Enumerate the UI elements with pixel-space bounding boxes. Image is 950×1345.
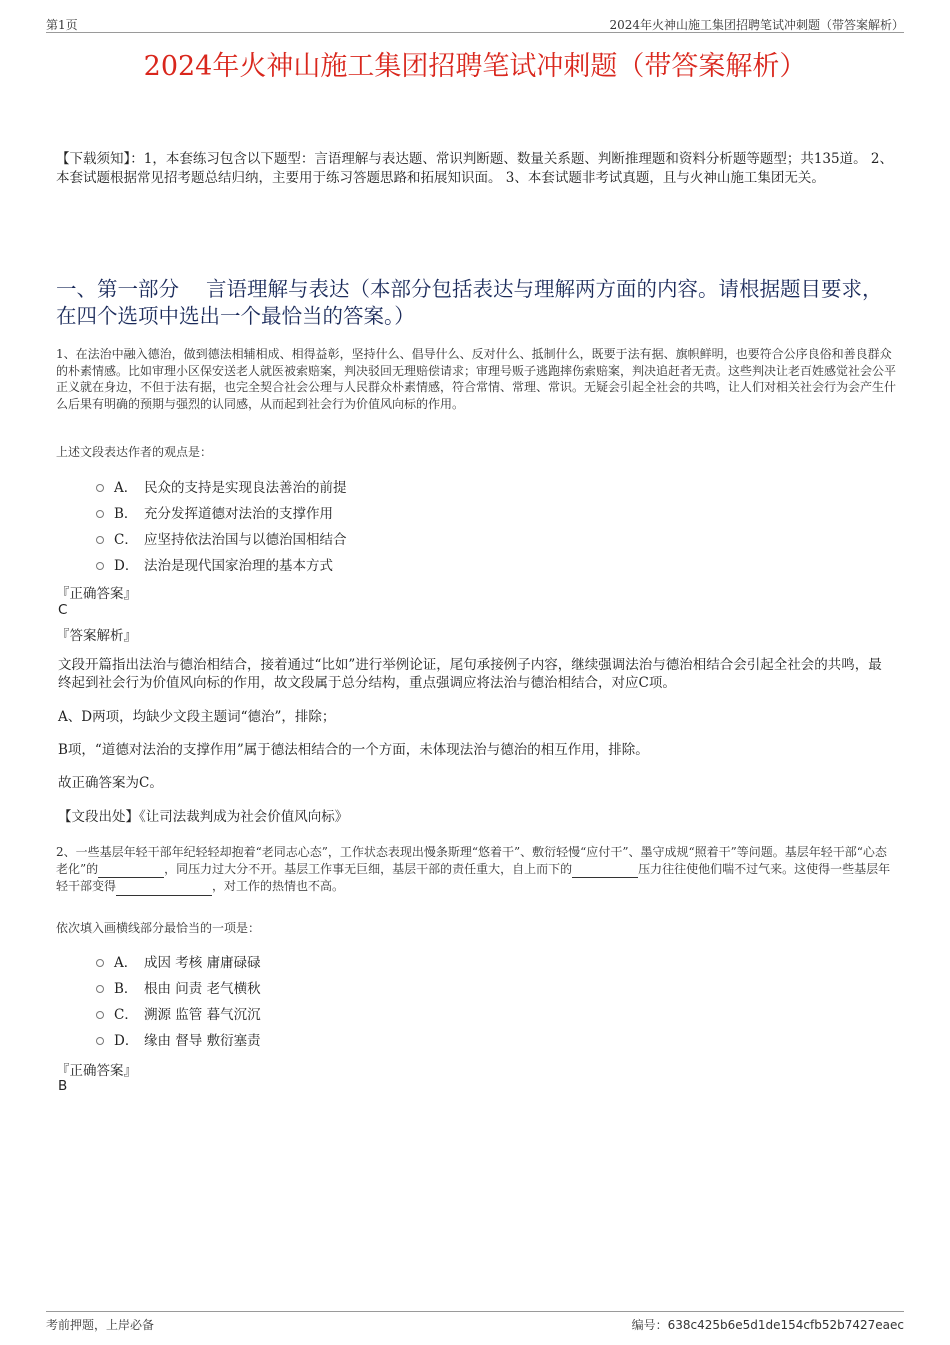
fill-blank-2 xyxy=(572,861,638,879)
option-letter: A． xyxy=(114,480,138,496)
question-1-explanation-4: 故正确答案为C。 xyxy=(58,775,163,791)
footer-slogan: 考前押题，上岸必备 xyxy=(46,1318,155,1332)
question-1-prompt: 上述文段表达作者的观点是： xyxy=(56,445,213,459)
footer-code-value: 638c425b6e5d1de154cfb52b7427eaec xyxy=(667,1318,904,1332)
question-2-text-part-4: ，对工作的热情也不高。 xyxy=(212,879,345,894)
question-2-answer: B xyxy=(58,1078,68,1094)
radio-icon[interactable] xyxy=(96,562,104,570)
radio-icon[interactable] xyxy=(96,1037,104,1045)
option-letter: D． xyxy=(114,558,139,574)
option-letter: B． xyxy=(114,981,138,997)
option-text: 民众的支持是实现良法善治的前提 xyxy=(144,480,347,496)
option-letter: B． xyxy=(114,506,138,522)
question-1-option-b[interactable] xyxy=(96,499,347,525)
question-1-source: 【文段出处】《让司法裁判成为社会价值风向标》 xyxy=(58,809,349,825)
page-number: 第1页 xyxy=(46,18,78,32)
option-letter: C． xyxy=(114,1007,138,1023)
radio-icon[interactable] xyxy=(96,484,104,492)
option-text: 法治是现代国家治理的基本方式 xyxy=(144,558,333,574)
question-1-analysis-label: 『答案解析』 xyxy=(56,628,137,644)
option-text: 充分发挥道德对法治的支撑作用 xyxy=(144,506,333,522)
question-1-option-d[interactable] xyxy=(96,551,347,577)
page-footer xyxy=(46,1311,904,1336)
question-1-options xyxy=(96,473,347,577)
option-text: 成因 考核 庸庸碌碌 xyxy=(144,955,261,971)
question-2-text-part-1: 2、一些基层年轻干部年纪轻轻却抱着“老同志心态”，工作状态表现出慢条斯理“悠着干”、敷衍轻慢“应付干”、墨守成规“照着干”等问题。基层年轻干部“心态老化”的 xyxy=(56,845,887,876)
page-title: 2024年火神山施工集团招聘笔试冲刺题（带答案解析） xyxy=(143,51,807,82)
radio-icon[interactable] xyxy=(96,1011,104,1019)
radio-icon[interactable] xyxy=(96,985,104,993)
question-2-option-b[interactable] xyxy=(96,974,261,1000)
question-2-text-part-2: ，同压力过大分不开。基层工作事无巨细，基层干部的责任重大，自上而下的 xyxy=(164,861,573,876)
question-1-answer-label: 『正确答案』 xyxy=(56,586,137,602)
option-letter: D． xyxy=(114,1033,139,1049)
fill-blank-3 xyxy=(116,878,212,896)
footer-code xyxy=(632,1316,904,1333)
question-1-option-a[interactable] xyxy=(96,473,347,499)
question-2-options xyxy=(96,948,261,1052)
question-1-text: 1、在法治中融入德治，做到德法相辅相成、相得益彰，坚持什么、倡导什么、反对什么、抵制什么，既要于法有据、旗帜鲜明，也要符合公序良俗和善良群众的朴素情感。比如审理小区保安送老人就医被索赔案，判决驳回无理赔偿请求；审理号贩子逃跑摔伤索赔案，判决追赶者无责。这些判决让老百姓感觉社会公平正义就在身边，不但于法有据，也完全契合社会公理与人民群众朴素情感，符合常情、常理、常识。无疑会引起全社会的共鸣，让人们对相关社会行为会产生什么后果有明确的预期与强烈的认同感，从而起到社会行为价值风向标的作用。 xyxy=(56,347,897,411)
question-2-option-c[interactable] xyxy=(96,1000,261,1026)
question-1-explanation-1: 文段开篇指出法治与德治相结合，接着通过“比如”进行举例论证，尾句承接例子内容，继续强调法治与德治相结合会引起全社会的共鸣，最终起到社会行为价值风向标的作用，故文段属于总分结构，重点强调应将法治与德治相结合，对应C项。 xyxy=(58,657,882,691)
option-text: 根由 问责 老气横秋 xyxy=(144,981,261,997)
radio-icon[interactable] xyxy=(96,536,104,544)
question-1-explanation-3: B项，“道德对法治的支撑作用”属于德法相结合的一个方面，未体现法治与德治的相互作用，排除。 xyxy=(58,742,649,758)
question-2-text-part-3: 压力往往使他们喘不过气来。这使得一些基层年轻干部变得 xyxy=(56,861,891,894)
page-header xyxy=(46,14,904,33)
question-1-option-c[interactable] xyxy=(96,525,347,551)
option-text: 溯源 监管 暮气沉沉 xyxy=(144,1007,261,1023)
option-text: 缘由 督导 敷衍塞责 xyxy=(144,1033,261,1049)
option-text: 应坚持依法治国与以德治国相结合 xyxy=(144,532,347,548)
section-heading: 一、第一部分 言语理解与表达（本部分包括表达与理解两方面的内容。请根据题目要求，在四个选项中选出一个最恰当的答案。） xyxy=(56,277,883,328)
question-2-text xyxy=(56,844,898,896)
option-letter: C． xyxy=(114,532,138,548)
option-letter: A． xyxy=(114,955,138,971)
radio-icon[interactable] xyxy=(96,959,104,967)
download-notice: 【下载须知】：1，本套练习包含以下题型：言语理解与表达题、常识判断题、数量关系题、判断推理题和资料分析题等题型；共135道。 2、本套试题根据常见招考题总结归纳，主要用于练习答题思路和拓展知识面。 3、本套试题非考试真题，且与火神山施工集团无关。 xyxy=(56,151,893,186)
header-doc-title: 2024年火神山施工集团招聘笔试冲刺题（带答案解析） xyxy=(609,18,904,32)
question-1-answer: C xyxy=(58,602,68,618)
radio-icon[interactable] xyxy=(96,510,104,518)
fill-blank-1 xyxy=(98,861,164,879)
question-2-option-d[interactable] xyxy=(96,1026,261,1052)
question-2-answer-label: 『正确答案』 xyxy=(56,1063,137,1079)
question-2-prompt: 依次填入画横线部分最恰当的一项是： xyxy=(56,921,261,935)
question-1-explanation-2: A、D两项，均缺少文段主题词“德治”，排除； xyxy=(58,709,336,725)
footer-code-label: 编号： xyxy=(631,1318,668,1332)
question-2-option-a[interactable] xyxy=(96,948,261,974)
